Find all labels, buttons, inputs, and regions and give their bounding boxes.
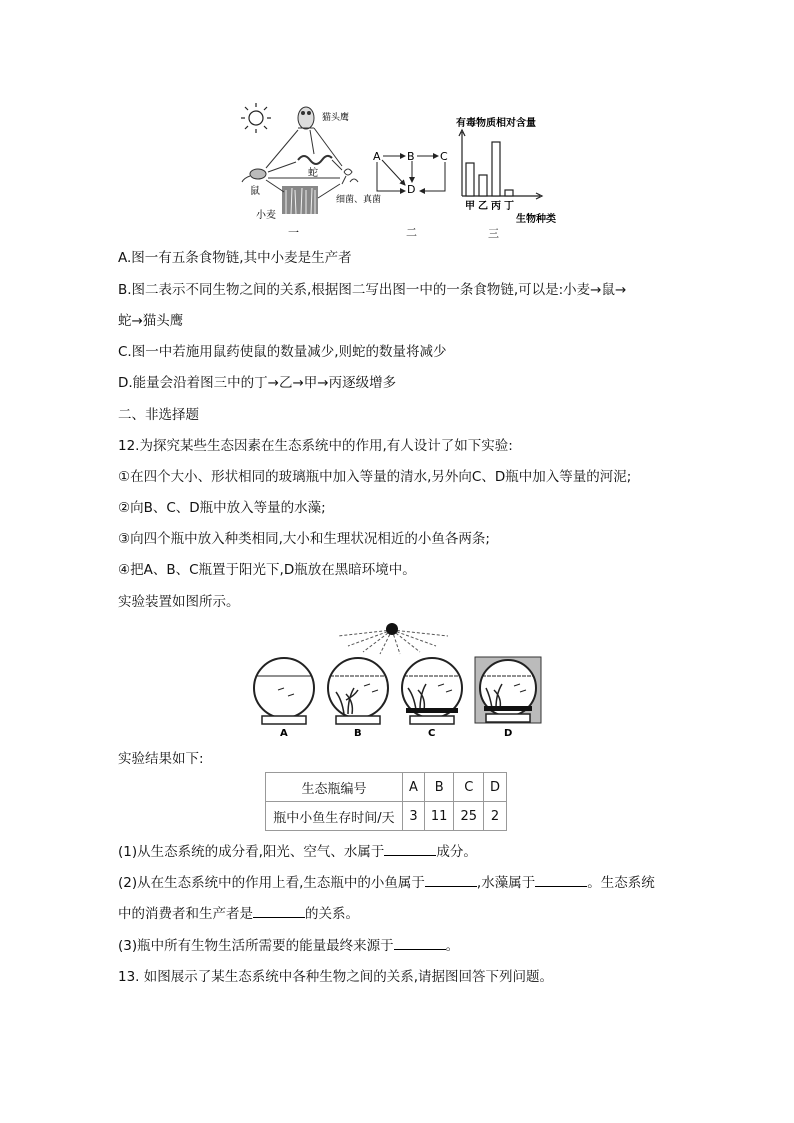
answer-blank[interactable]	[425, 874, 477, 887]
chart-category-label: 丁	[504, 201, 514, 212]
chart-category-labels	[465, 199, 514, 212]
sub1-text-end: 成分。	[436, 844, 477, 860]
mouse-label: 鼠	[250, 186, 260, 197]
option-d: D.能量会沿着图三中的丁→乙→甲→丙逐级增多	[118, 375, 397, 391]
q12-sub3	[118, 937, 459, 955]
table-cell: C	[454, 773, 484, 802]
wheat-icon	[282, 186, 318, 214]
sub3-text-end: 。	[445, 938, 460, 954]
figure3-caption: 三	[488, 227, 499, 240]
answer-blank[interactable]	[253, 905, 305, 918]
snake-label: 蛇	[308, 168, 318, 179]
chart-bar	[505, 190, 513, 196]
node-c: C	[440, 150, 448, 163]
option-c: C.图一中若施用鼠药使鼠的数量减少,则蛇的数量将减少	[118, 344, 447, 360]
bottle-label-c: C	[428, 728, 436, 739]
q13-stem: 13. 如图展示了某生态系统中各种生物之间的关系,请据图回答下列问题。	[118, 969, 554, 985]
result-intro: 实验结果如下:	[118, 751, 204, 767]
bottle-a	[254, 658, 314, 724]
bottle-b	[328, 658, 388, 724]
sub2b-text-end: 的关系。	[305, 906, 359, 922]
q12-stem: 12.为探究某些生态因素在生态系统中的作用,有人设计了如下实验:	[118, 438, 513, 454]
chart-category-label: 丙	[491, 201, 501, 212]
q12-step2: ②向B、C、D瓶中放入等量的水藻;	[118, 500, 326, 516]
table-row	[266, 802, 507, 831]
chart-category-label: 乙	[478, 201, 488, 212]
snake-icon	[298, 156, 332, 164]
bottle-c	[402, 658, 462, 724]
decomposer-icon	[342, 169, 358, 184]
chart-category-label: 甲	[465, 201, 475, 212]
table-header-cell: 瓶中小鱼生存时间/天	[266, 802, 403, 831]
answer-blank[interactable]	[384, 843, 436, 856]
q12-sub1	[118, 843, 477, 861]
section-title: 二、非选择题	[118, 407, 199, 423]
table-cell: 11	[424, 802, 454, 831]
chart-bar	[492, 142, 500, 196]
chart-xlabel: 生物种类	[516, 214, 556, 225]
sub2-text: (2)从在生态系统中的作用上看,生态瓶中的小鱼属于	[118, 875, 425, 891]
result-table	[265, 772, 507, 831]
figure-toxin-chart	[452, 112, 560, 240]
q12-sub2	[118, 874, 655, 892]
answer-blank[interactable]	[394, 937, 446, 950]
figure2-caption: 二	[406, 226, 417, 239]
owl-label: 猫头鹰	[322, 113, 350, 123]
table-cell: 3	[403, 802, 425, 831]
q12-setup: 实验装置如图所示。	[118, 594, 240, 610]
node-a: A	[373, 150, 381, 163]
q12-step3: ③向四个瓶中放入种类相同,大小和生理状况相近的小鱼各两条;	[118, 531, 490, 547]
sun-icon	[241, 103, 271, 133]
figure-relation-diagram	[370, 140, 456, 240]
option-b-line2: 蛇→猫头鹰	[118, 313, 184, 329]
table-cell: 25	[454, 802, 484, 831]
decomposer-label: 细菌、真菌	[336, 195, 382, 205]
chart-bar	[479, 175, 487, 196]
table-cell: D	[484, 773, 507, 802]
node-d: D	[407, 183, 416, 196]
bottle-label-d: D	[504, 728, 513, 739]
mouse-icon	[242, 169, 266, 182]
q12-step1: ①在四个大小、形状相同的玻璃瓶中加入等量的清水,另外向C、D瓶中加入等量的河泥;	[118, 469, 632, 485]
chart-bars	[466, 142, 513, 196]
table-header-cell: 生态瓶编号	[266, 773, 403, 802]
owl-icon	[298, 107, 314, 129]
sub1-text: (1)从生态系统的成分看,阳光、空气、水属于	[118, 844, 385, 860]
figure-ecobottles	[248, 620, 548, 740]
table-cell: A	[403, 773, 425, 802]
sub2-text-end: 。生态系统	[587, 875, 655, 891]
figure1-caption: 一	[288, 226, 299, 239]
bottle-label-a: A	[280, 728, 288, 739]
sub3-text: (3)瓶中所有生物生活所需要的能量最终来源于	[118, 938, 394, 954]
q12-step4: ④把A、B、C瓶置于阳光下,D瓶放在黑暗环境中。	[118, 562, 416, 578]
table-cell: B	[424, 773, 454, 802]
option-a: A.图一有五条食物链,其中小麦是生产者	[118, 250, 352, 266]
node-b: B	[407, 150, 415, 163]
table-row	[266, 773, 507, 802]
wheat-label: 小麦	[256, 210, 276, 221]
option-b-line1: B.图二表示不同生物之间的关系,根据图二写出图一中的一条食物链,可以是:小麦→鼠→	[118, 282, 627, 298]
q12-sub2-cont	[118, 905, 359, 923]
bottle-label-b: B	[354, 728, 362, 739]
sub2b-text: 中的消费者和生产者是	[118, 906, 253, 922]
chart-bar	[466, 163, 474, 196]
sun-icon	[386, 623, 398, 635]
table-cell: 2	[484, 802, 507, 831]
answer-blank[interactable]	[535, 874, 587, 887]
figure-food-web	[236, 98, 382, 239]
sub2-text-mid: ,水藻属于	[476, 875, 536, 891]
chart-ylabel: 有毒物质相对含量	[456, 118, 536, 129]
